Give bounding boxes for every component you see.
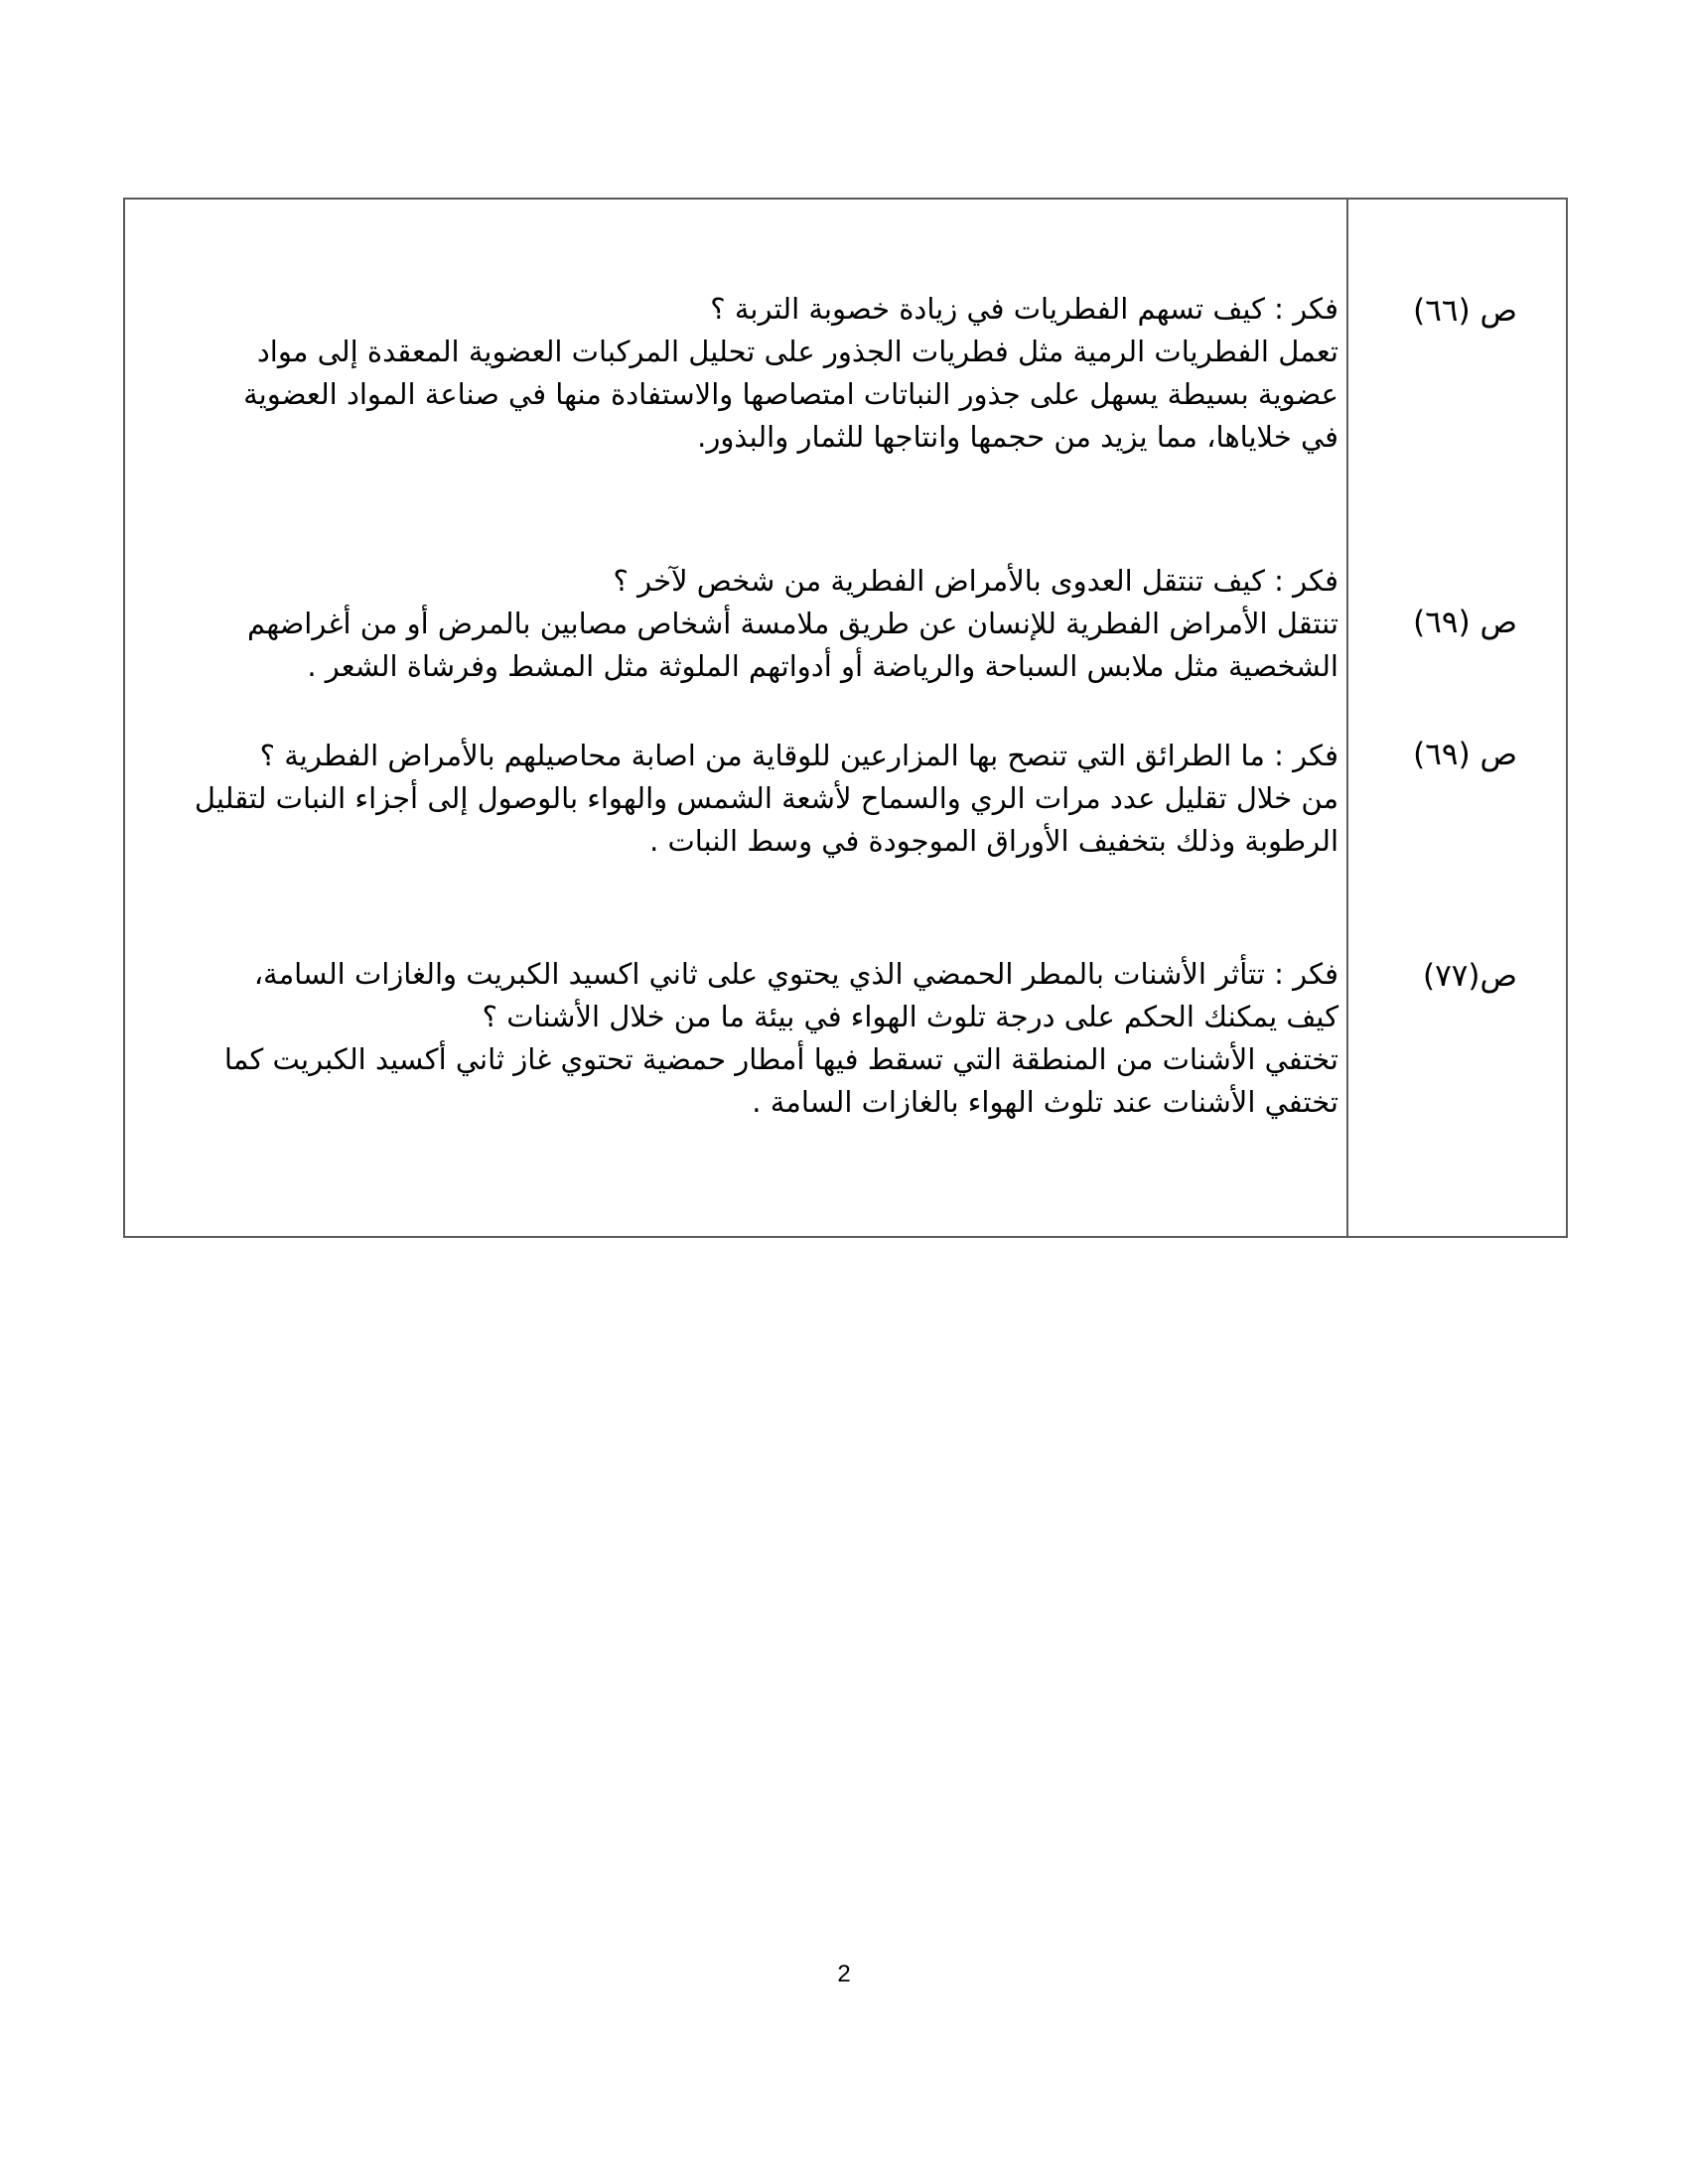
answer-line: الرطوبة وذلك بتخفيف الأوراق الموجودة في وسط النبات .	[649, 824, 1338, 858]
page-number: 2	[837, 1961, 851, 1987]
question-line: فكر : ما الطرائق التي تنصح بها المزارعين للوقاية من اصابة محاصيلهم بالأمراض الفطرية ؟	[259, 739, 1338, 772]
page-reference: ص (٦٩)	[1413, 737, 1517, 772]
answer-line: من خلال تقليل عدد مرات الري والسماح لأشعة الشمس والهواء بالوصول إلى أجزاء النبات لتقليل	[194, 781, 1338, 815]
column-divider	[1346, 198, 1348, 1238]
answer-line: في خلاياها، مما يزيد من حجمها وانتاجها للثمار والبذور.	[697, 420, 1338, 454]
question-line: فكر : تتأثر الأشنات بالمطر الحمضي الذي يحتوي على ثاني اكسيد الكبريت والغازات السامة،	[253, 957, 1338, 991]
page-reference: ص (٦٩)	[1413, 605, 1517, 640]
qa-entry	[147, 953, 1338, 1124]
page-reference: ص(٧٧)	[1423, 958, 1517, 994]
qa-entry	[147, 288, 1338, 459]
answer-line: تختفي الأشنات عند تلوث الهواء بالغازات السامة .	[752, 1085, 1338, 1119]
question-line: كيف يمكنك الحكم على درجة تلوث الهواء في بيئة ما من خلال الأشنات ؟	[482, 1000, 1338, 1033]
answer-line: عضوية بسيطة يسهل على جذور النباتات امتصاصها والاستفادة منها في صناعة المواد العضوية	[243, 377, 1338, 411]
question-line: فكر : كيف تنتقل العدوى بالأمراض الفطرية من شخص لآخر ؟	[613, 564, 1338, 598]
question-line: فكر : كيف تسهم الفطريات في زيادة خصوبة التربة ؟	[710, 292, 1338, 326]
answer-line: الشخصية مثل ملابس السباحة والرياضة أو أدواتهم الملوثة مثل المشط وفرشاة الشعر .	[307, 649, 1338, 683]
qa-entry	[147, 560, 1338, 688]
answer-line: تنتقل الأمراض الفطرية للإنسان عن طريق ملامسة أشخاص مصابين بالمرض أو من أغراضهم	[247, 607, 1338, 640]
answer-line: تعمل الفطريات الرمية مثل فطريات الجذور على تحليل المركبات العضوية المعقدة إلى مواد	[256, 335, 1338, 368]
page-reference: ص (٦٦)	[1413, 293, 1517, 329]
answer-line: تختفي الأشنات من المنطقة التي تسقط فيها أمطار حمضية تحتوي غاز ثاني أكسيد الكبريت كما	[223, 1042, 1338, 1076]
qa-entry	[147, 735, 1338, 863]
